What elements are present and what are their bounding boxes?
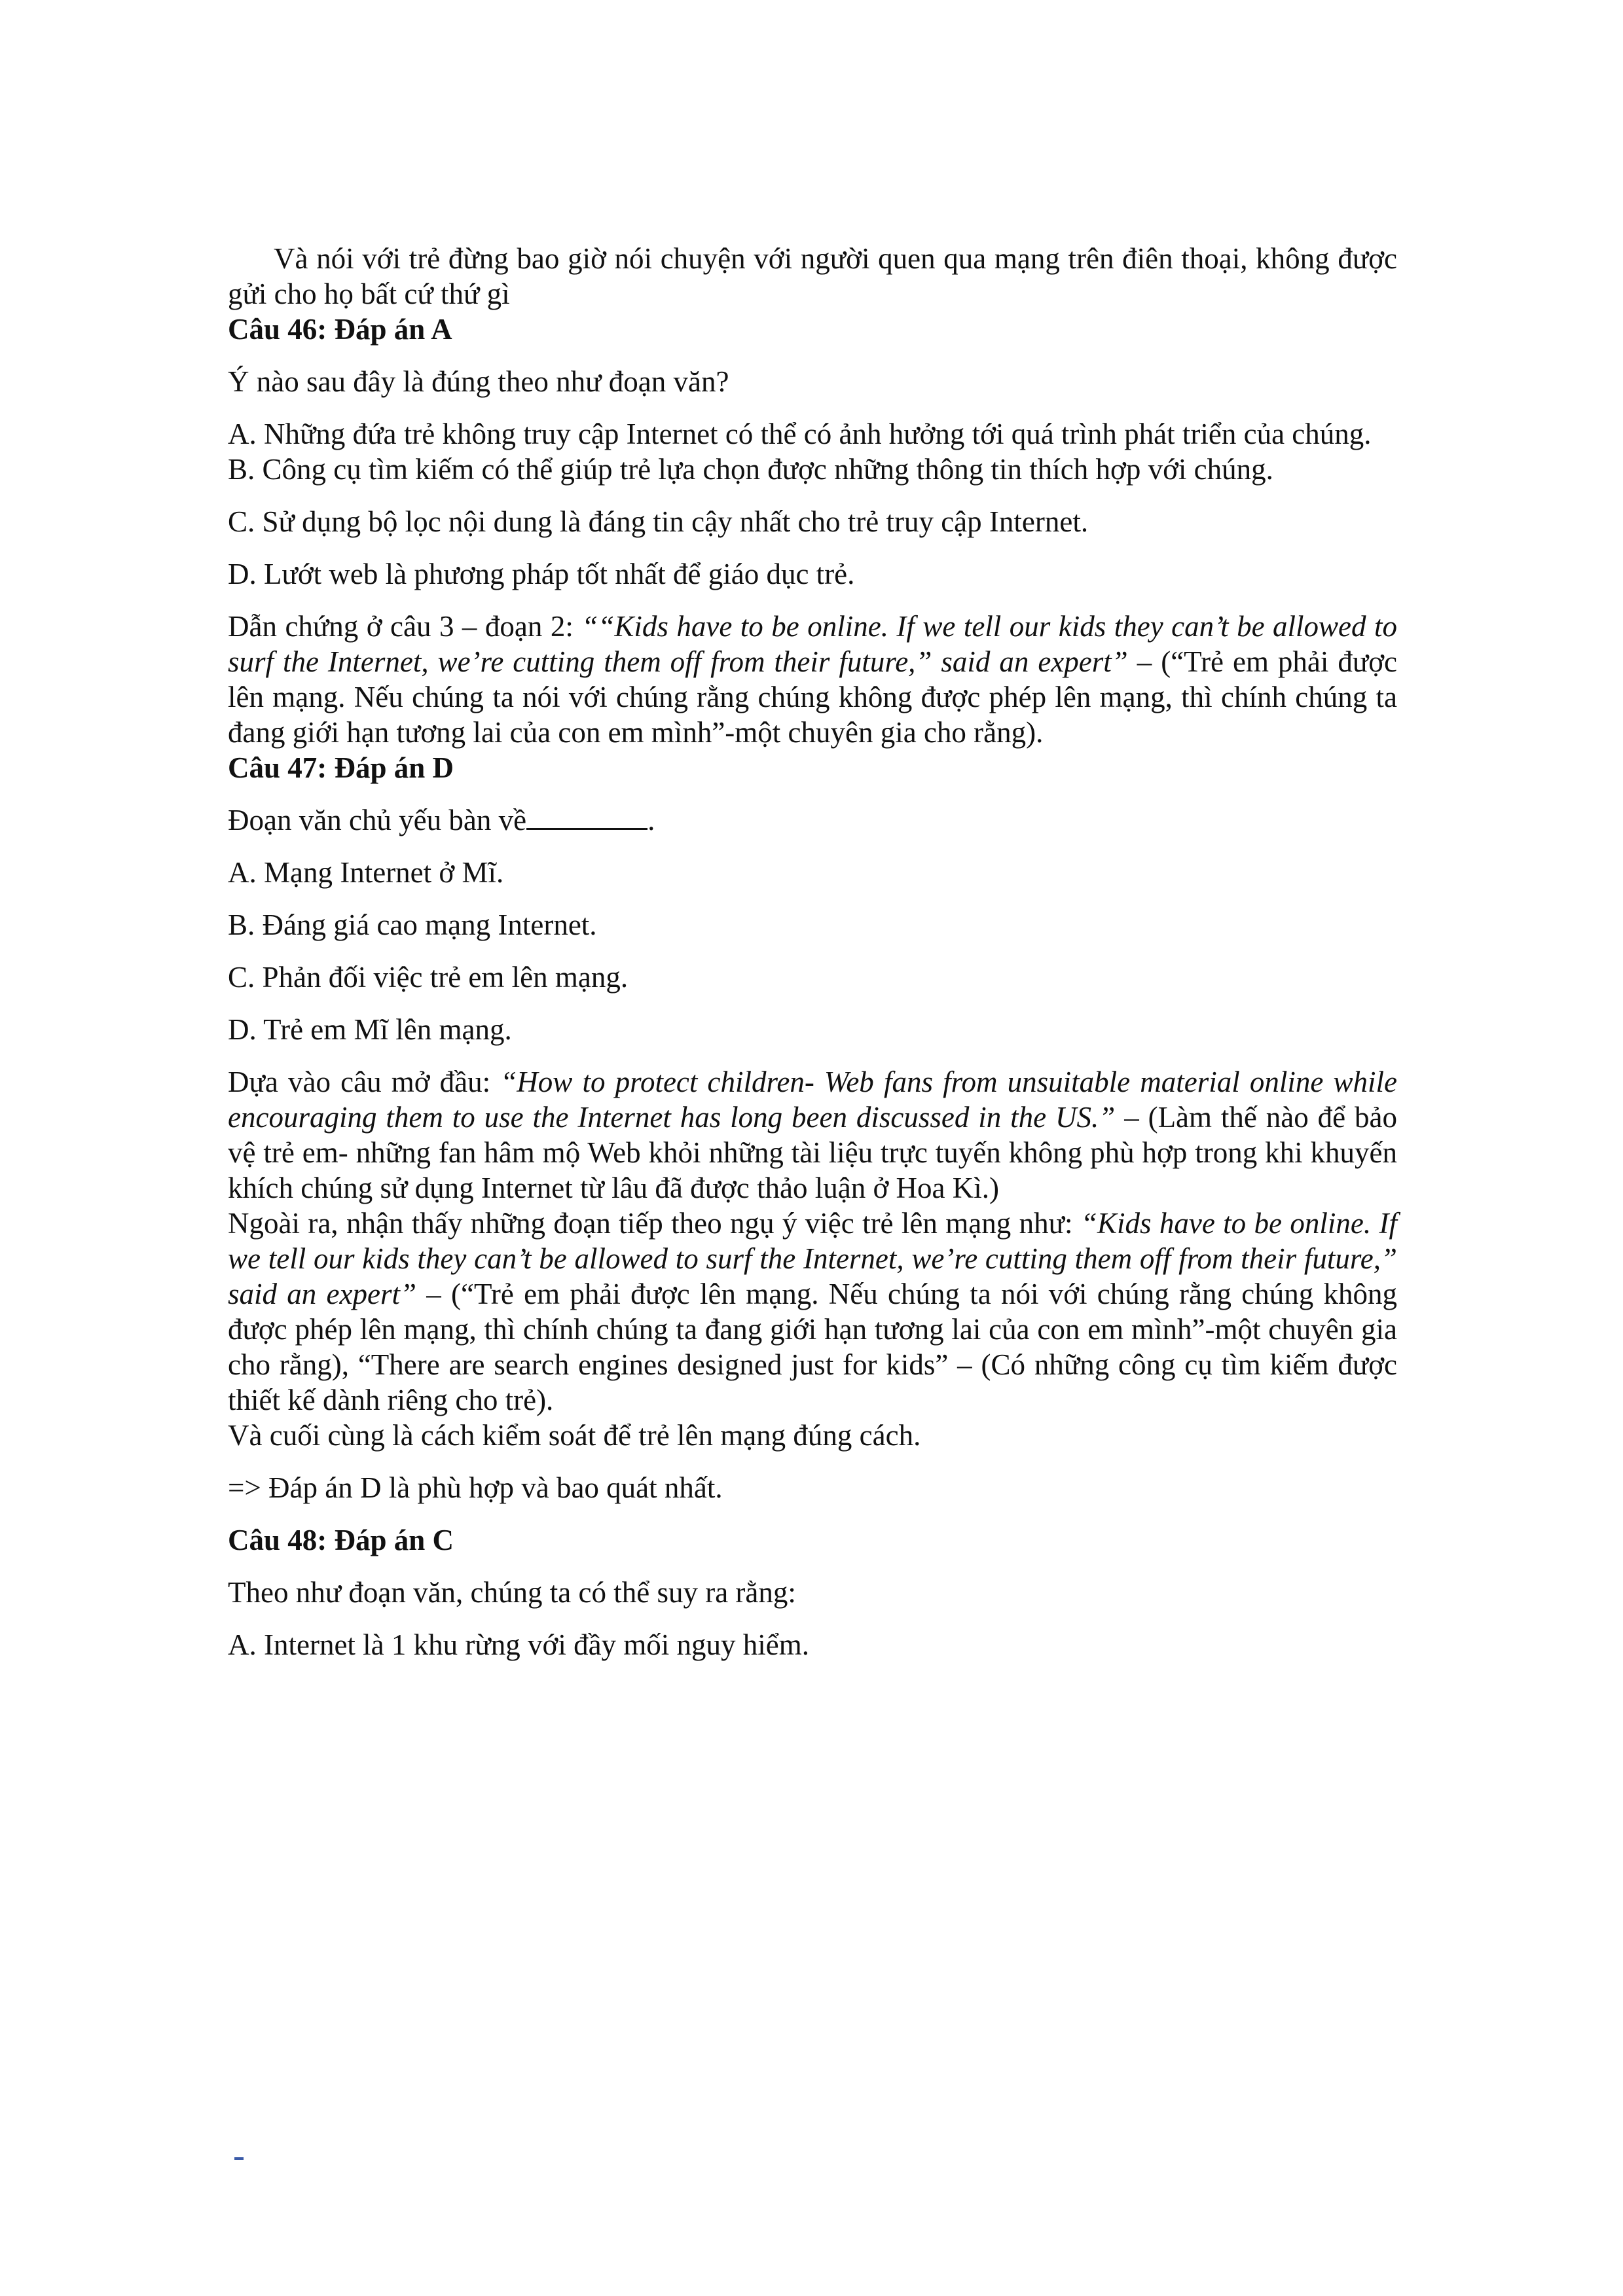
intro-paragraph: Và nói với trẻ đừng bao giờ nói chuyện với người quen qua mạng trên điên thoại, không được gửi cho họ bất cứ thứ gì (228, 242, 1397, 310)
q47-conclusion: => Đáp án D là phù hợp và bao quát nhất. (228, 1471, 723, 1504)
q47-evidence-3: Và cuối cùng là cách kiểm soát để trẻ lên mạng đúng cách. (228, 1419, 921, 1452)
q46-option-a: A. Những đứa trẻ không truy cập Internet có thể có ảnh hưởng tới quá trình phát triển của chúng. (228, 418, 1372, 450)
q47-option-d: D. Trẻ em Mĩ lên mạng. (228, 1013, 512, 1046)
q46-option-c: C. Sử dụng bộ lọc nội dung là đáng tin cậy nhất cho trẻ truy cập Internet. (228, 505, 1089, 538)
q46-evidence-quote: ““Kids have to be online. If we tell our kids they can’t be allowed to surf the Internet, we’re cutting them off from their future,” said an expert” (228, 610, 1397, 678)
q47-option-a: A. Mạng Internet ở Mĩ. (228, 856, 504, 889)
q46-evidence-translation: – (“Trẻ em phải được lên mạng. Nếu chúng ta nói với chúng rằng chúng không được phép lên mạng, thì chính chúng ta đang giới hạn tương lai của con em mình”-một chuyên gia cho rằng). (228, 645, 1397, 749)
q46-evidence (228, 609, 1397, 750)
q47-evidence-1-prefix: Dựa vào câu mở đầu: (228, 1066, 501, 1098)
document-body (228, 241, 1397, 1662)
q47-evidence-2-prefix: Ngoài ra, nhận thấy những đoạn tiếp theo ngụ ý việc trẻ lên mạng như: (228, 1207, 1081, 1240)
q47-evidence-1-quote: “How to protect children- Web fans from unsuitable material online while encouraging them to use the Internet has long been discussed in the US.” (228, 1066, 1397, 1134)
q48-option-a: A. Internet là 1 khu rừng với đầy mối nguy hiểm. (228, 1628, 810, 1661)
answer-blank (526, 804, 647, 830)
q46-option-d: D. Lướt web là phương pháp tốt nhất để giáo dục trẻ. (228, 558, 855, 590)
q47-heading: Câu 47: Đáp án D (228, 751, 454, 784)
q47-evidence-2 (228, 1206, 1397, 1418)
q48-question: Theo như đoạn văn, chúng ta có thể suy ra rằng: (228, 1576, 796, 1609)
q47-evidence-1 (228, 1064, 1397, 1206)
footer-mark (234, 2157, 244, 2160)
q47-evidence-2-translation: – (“Trẻ em phải được lên mạng. Nếu chúng ta nói với chúng rằng chúng không được phép lên mạng, thì chính chúng ta đang giới hạn tương lai của con em mình”-một chuyên gia cho rằng), “There are search engines designed just for kids” – (Có những công cụ tìm kiếm được thiết kế dành riêng cho trẻ). (228, 1278, 1397, 1416)
q46-evidence-prefix: Dẫn chứng ở câu 3 – đoạn 2: (228, 610, 582, 643)
q47-evidence-1-translation: – (Làm thế nào để bảo vệ trẻ em- những fan hâm mộ Web khỏi những tài liệu trực tuyến không phù hợp trong khi khuyến khích chúng sử dụng Internet từ lâu đã được thảo luận ở Hoa Kì.) (228, 1101, 1398, 1204)
q47-question (228, 802, 1397, 838)
q48-heading: Câu 48: Đáp án C (228, 1524, 454, 1556)
q47-evidence-2-quote: “Kids have to be online. If we tell our kids they can’t be allowed to surf the Internet, we’re cutting them off from their future,” said an expert” (228, 1207, 1397, 1310)
q46-question: Ý nào sau đây là đúng theo như đoạn văn? (228, 365, 729, 398)
q47-question-end: . (647, 804, 655, 836)
q46-heading: Câu 46: Đáp án A (228, 313, 452, 346)
q47-option-b: B. Đáng giá cao mạng Internet. (228, 908, 597, 941)
q47-question-text: Đoạn văn chủ yếu bàn về (228, 804, 527, 836)
q46-option-b: B. Công cụ tìm kiếm có thể giúp trẻ lựa chọn được những thông tin thích hợp với chúng. (228, 453, 1273, 486)
q47-option-c: C. Phản đối việc trẻ em lên mạng. (228, 961, 629, 994)
